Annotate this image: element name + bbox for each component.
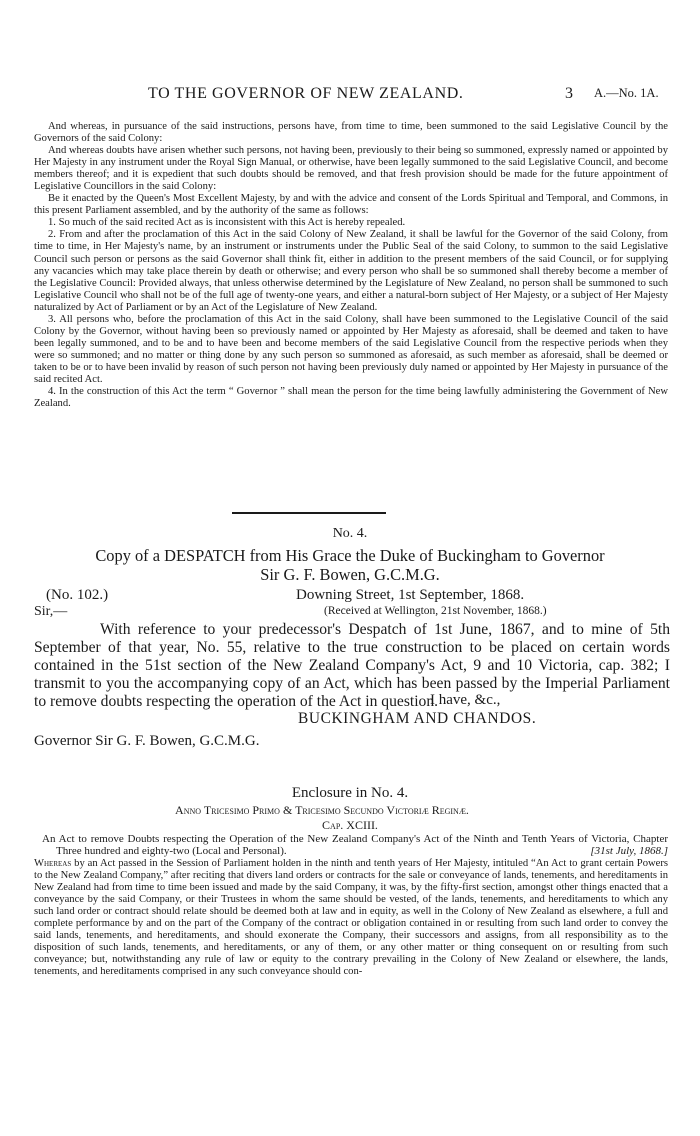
enclosure-text xyxy=(34,833,668,978)
enclosure-chapter: Cap. XCIII. xyxy=(322,818,378,832)
page-number: 3 xyxy=(565,85,573,102)
despatch-heading-line2: Sir G. F. Bowen, G.C.M.G. xyxy=(260,565,440,584)
despatch-salutation: Sir,— xyxy=(34,604,68,619)
despatch-body xyxy=(34,621,670,711)
paragraph: And whereas, in pursuance of the said instructions, persons have, from time to time, been summoned to the said Legislative Council by the Governors of the said Colony: xyxy=(34,121,668,145)
despatch-signature: BUCKINGHAM AND CHANDOS. xyxy=(298,710,537,727)
despatch-number: No. 4. xyxy=(332,526,368,541)
paragraph: 2. From and after the proclamation of this Act in the said Colony of New Zealand, it shall be lawful for the Governor of the said Colony, from time to time, in Her Majesty's name, by an instrument or instruments under the Public Seal of the said Colony, to summon to the said Legislative Council such person or persons as the said Governor shall think fit, either in addition to the present members of the said Council, or for supplying any vacancies which may take place therein by death or otherwise; and every person who shall be so summoned shall thereby become a member of the Legislative Council: Provided always, that unless otherwise determined by the Legislature of New Zealand, no person shall be summoned to such Legislative Council who shall not be of the full age of twenty-one years, and either a natural-born subject of Her Majesty, or a subject of Her Majesty naturalized by Act of Parliament or by an Act of the Legislature of New Zealand. xyxy=(34,229,668,313)
running-head-title: TO THE GOVERNOR OF NEW ZEALAND. xyxy=(148,85,464,102)
despatch-address: Downing Street, 1st September, 1868. xyxy=(296,587,525,603)
act-date: [31st July, 1868.] xyxy=(590,845,668,858)
paragraph: Be it enacted by the Queen's Most Excellent Majesty, by and with the advice and consent of the Lords Spiritual and Temporal, and Commons, in this present Parliament assembled, and by the authority of the same as follows: xyxy=(34,193,668,217)
running-head xyxy=(0,85,700,107)
act-long-title-text: An Act to remove Doubts respecting the Operation of the New Zealand Company's Act of the Ninth and Tenth Years of Victoria, Chapter Three hundred and eighty-two (Local and Personal). xyxy=(42,833,668,858)
act-long-title xyxy=(34,833,668,858)
paragraph: 4. In the construction of this Act the term “ Governor ” shall mean the person for the time being lawfully administering the Government of New Zealand. xyxy=(34,386,668,410)
act-text-upper xyxy=(34,121,668,410)
paragraph: And whereas doubts have arisen whether such persons, not having been, previously to their being so summoned, expressly named or appointed by Her Majesty in any instrument under the Royal Sign Manual, or otherwise, have been legally summoned to the said Legislative Council, and become members thereof; and it is expedient that such doubts should be removed, and that fresh provision should be made for the future appointment of Legislative Councillors in the said Colony: xyxy=(34,145,668,193)
despatch-closing: I have, &c., xyxy=(430,692,501,708)
enclosure-title: Enclosure in No. 4. xyxy=(291,785,409,801)
despatch-heading-line1: Copy of a DESPATCH from His Grace the Duke of Buckingham to Governor xyxy=(95,546,605,565)
despatch-paragraph: With reference to your predecessor's Despatch of 1st June, 1867, and to mine of 5th September of that year, No. 55, relative to the true construction to be placed on certain words contained in the 51st section of the New Zealand Company's Act, 9 and 10 Victoria, cap. 382; I transmit to you the accompanying copy of an Act, which has been passed by the Imperial Parliament to remove doubts respecting the operation of the Act in question. xyxy=(34,621,670,710)
paragraph: 1. So much of the said recited Act as is inconsistent with this Act is hereby repealed. xyxy=(48,217,406,229)
despatch-addressee: Governor Sir G. F. Bowen, G.C.M.G. xyxy=(34,733,260,749)
paragraph: 3. All persons who, before the proclamation of this Act in the said Colony, shall have been summoned to the Legislative Council of the said Colony by the Governor, without having been so previously named or appointed by Her Majesty as aforesaid, shall be deemed and taken to have been legally summoned, and to be and to have been and become members of the said Legislative Council from the respective periods when they were so summoned; and no matter or thing done by any such person so summoned as aforesaid, as such member as aforesaid, shall be deemed or taken to be or to have been invalid by reason of such person not having been previously duly named or appointed by Her Majesty in pursuance of the said recited Act. xyxy=(34,313,668,385)
paper-reference: A.—No. 1A. xyxy=(594,86,659,100)
despatch-heading xyxy=(0,546,700,584)
section-divider xyxy=(232,512,386,514)
whereas-text: by an Act passed in the Session of Parliament holden in the ninth and tenth years of Her Majesty, intituled “An Act to grant certain Powers to the New Zealand Company,” after reciting that divers land orders or contracts for the sale or conveyance of lands, tenements, and hereditaments in New Zealand had from time to time been issued and made by the said Company, it was, by the fifty-first section, amongst other things enacted that a conveyance by the said Company, or their Trustees in whom the same should be vested, of the lands, tenements, and hereditaments to which any such land order or contract should relate should be deemed both at law and in equity, as well in the Colony of New Zealand as elsewhere, a full and complete performance by and on the part of the Company of the contract or obligation contained in or resulting from such land order to convey the said lands, tenements, and hereditaments, and should exonerate the Company, their successors and assigns, from all responsibility as to the disposition of such lands, tenements, and hereditaments, or any of them, or any other matter or thing consequent on or resulting from such conveyance; but, notwithstanding any rule of law or equity to the contrary prevailing in the Colony of New Zealand or elsewhere, the lands, tenements, and hereditaments comprised in any such conveyance should con- xyxy=(34,857,668,978)
despatch-received: (Received at Wellington, 21st November, 1868.) xyxy=(324,605,547,617)
whereas-word: Whereas xyxy=(34,857,72,869)
enclosure-regnal-year: Anno Tricesimo Primo & Tricesimo Secundo Victoriæ Reginæ. xyxy=(175,803,469,817)
despatch-ref-number: (No. 102.) xyxy=(46,587,109,603)
whereas-paragraph xyxy=(34,858,668,978)
